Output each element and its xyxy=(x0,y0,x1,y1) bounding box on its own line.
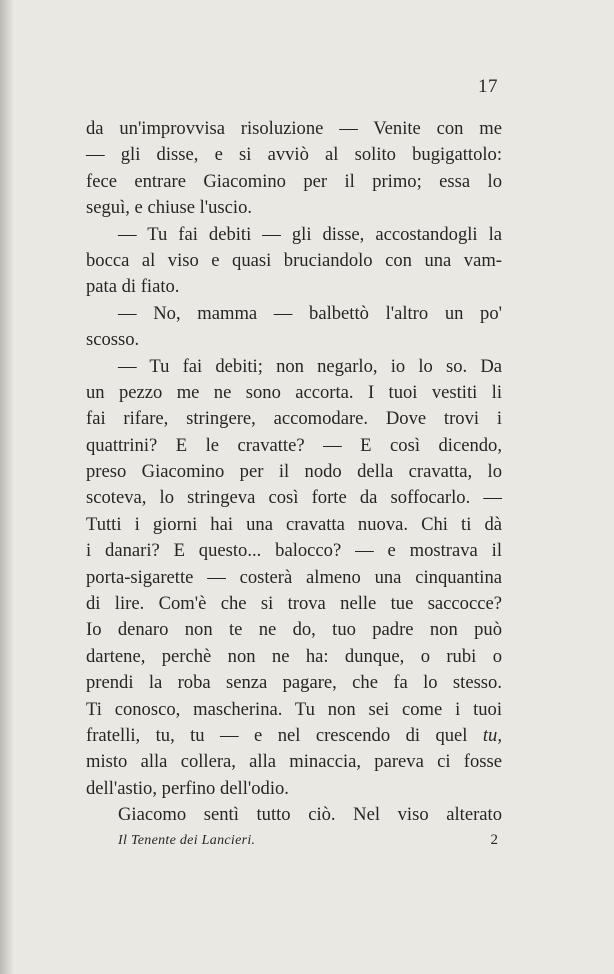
text-line: Ti conosco, mascherina. Tu non sei come i tuoi xyxy=(86,698,502,720)
text-line xyxy=(86,723,502,749)
page-footer xyxy=(118,832,502,849)
text-line: Tutti i giorni hai una cravatta nuova. Chi ti dà xyxy=(86,513,502,535)
text-line: da un'improvvisa risoluzione — Venite con me xyxy=(86,118,502,139)
text-line: — gli disse, e si avviò al solito bugigattolo: xyxy=(86,144,502,166)
text-line: Giacomo sentì tutto ciò. Nel viso alterato xyxy=(118,804,502,826)
text-line: — Tu fai debiti — gli disse, accostandogli la xyxy=(118,223,502,245)
text-line: dartene, perchè non ne ha: dunque, o rubi o xyxy=(86,645,502,667)
text-line: seguì, e chiuse l'uscio. xyxy=(86,197,253,219)
text-line-body: fratelli, tu, tu — e nel crescendo di quel xyxy=(86,724,483,746)
page-number: 17 xyxy=(478,76,498,97)
text-line: porta-sigarette — costerà almeno una cinquantina xyxy=(86,566,502,588)
text-line: misto alla collera, alla minaccia, pareva ci fosse xyxy=(86,751,502,773)
text-line: preso Giacomino per il nodo della cravatta, lo xyxy=(86,461,502,483)
text-line: pata di fiato. xyxy=(86,276,180,298)
running-title: Il Tenente dei Lancieri. xyxy=(118,833,256,848)
text-line: Io denaro non te ne do, tuo padre non può xyxy=(86,619,502,641)
text-line: i danari? E questo... balocco? — e mostrava il xyxy=(86,540,502,562)
text-line: — No, mamma — balbettò l'altro un po' xyxy=(118,302,502,324)
text-line: fai rifare, stringere, accomodare. Dove trovi i xyxy=(86,408,502,430)
text-line: scosso. xyxy=(86,329,140,351)
page-gutter-shadow xyxy=(0,0,14,974)
text-line: — Tu fai debiti; non negarlo, io lo so. Da xyxy=(118,355,502,377)
text-line: prendi la roba senza pagare, che fa lo stesso. xyxy=(86,672,502,694)
signature-mark: 2 xyxy=(490,832,498,848)
text-line: un pezzo me ne sono accorta. I tuoi vestiti li xyxy=(86,381,502,403)
text-line: di lire. Com'è che si trova nelle tue saccocce? xyxy=(86,593,502,615)
text-line: bocca al viso e quasi bruciandolo con una vam- xyxy=(86,249,502,271)
body-text xyxy=(86,116,502,829)
text-line: scoteva, lo stringeva così forte da soffocarlo. — xyxy=(86,487,502,509)
text-line: quattrini? E le cravatte? — E così dicendo, xyxy=(86,434,502,456)
text-line: fece entrare Giacomino per il primo; essa lo xyxy=(86,170,502,192)
emphasized-word: tu, xyxy=(482,724,502,746)
text-line: dell'astio, perfino dell'odio. xyxy=(86,777,289,799)
